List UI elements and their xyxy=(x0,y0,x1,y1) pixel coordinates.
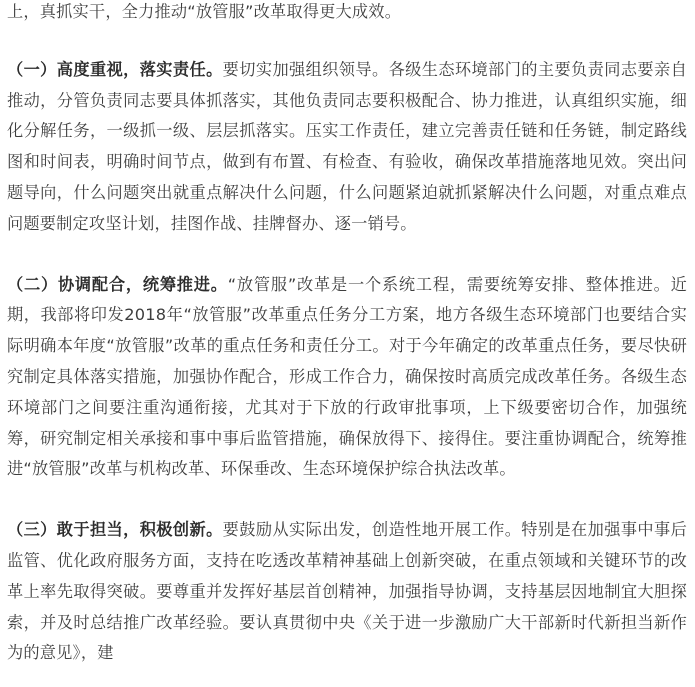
section-1-paragraph xyxy=(7,55,687,240)
intro-paragraph-tail: 上，真抓实干，全力推动“放管服”改革取得更大成效。 xyxy=(7,2,402,21)
section-1-heading: （一）高度重视，落实责任。 xyxy=(7,59,223,79)
section-3-heading: （三）敢于担当，积极创新。 xyxy=(7,520,223,540)
article-body xyxy=(7,0,687,669)
section-2-paragraph xyxy=(7,270,687,486)
section-2-heading: （二）协调配合，统筹推进。 xyxy=(7,274,228,294)
section-3-body: 要鼓励从实际出发，创造性地开展工作。特别是在加强事中事后监管、优化政府服务方面，支持在吃透改革精神基础上创新突破，在重点领域和关键环节的改革上率先取得突破。要尊重并发挥好基层首创精神，加强指导协调，支持基层因地制宜大胆探索，并及时总结推广改革经验。要认真贯彻中央《关于进一步激励广大干部新时代新担当新作为的意见》，建 xyxy=(7,520,687,663)
section-3-paragraph xyxy=(7,515,687,669)
section-2-body: “放管服”改革是一个系统工程，需要统筹安排、整体推进。近期，我部将印发2018年“放管服”改革重点任务分工方案，地方各级生态环境部门也要结合实际明确本年度“放管服”改革的重点任务和责任分工。对于今年确定的改革重点任务，要尽快研究制定具体落实措施，加强协作配合，形成工作合力，确保按时高质完成改革任务。各级生态环境部门之间要注重沟通衔接，尤其对于下放的行政审批事项，上下级要密切合作，加强统筹，研究制定相关承接和事中事后监管措施，确保放得下、接得住。要注重协调配合，统筹推进“放管服”改革与机构改革、环保垂改、生态环境保护综合执法改革。 xyxy=(7,274,687,479)
section-1-body: 要切实加强组织领导。各级生态环境部门的主要负责同志要亲自推动，分管负责同志要具体抓落实，其他负责同志要积极配合、协力推进，认真组织实施，细化分解任务，一级抓一级、层层抓落实。压实工作责任，建立完善责任链和任务链，制定路线图和时间表，明确时间节点，做到有布置、有检查、有验收，确保改革措施落地见效。突出问题导向，什么问题突出就重点解决什么问题，什么问题紧迫就抓紧解决什么问题，对重点难点问题要制定攻坚计划，挂图作战、挂牌督办、逐一销号。 xyxy=(7,59,687,233)
